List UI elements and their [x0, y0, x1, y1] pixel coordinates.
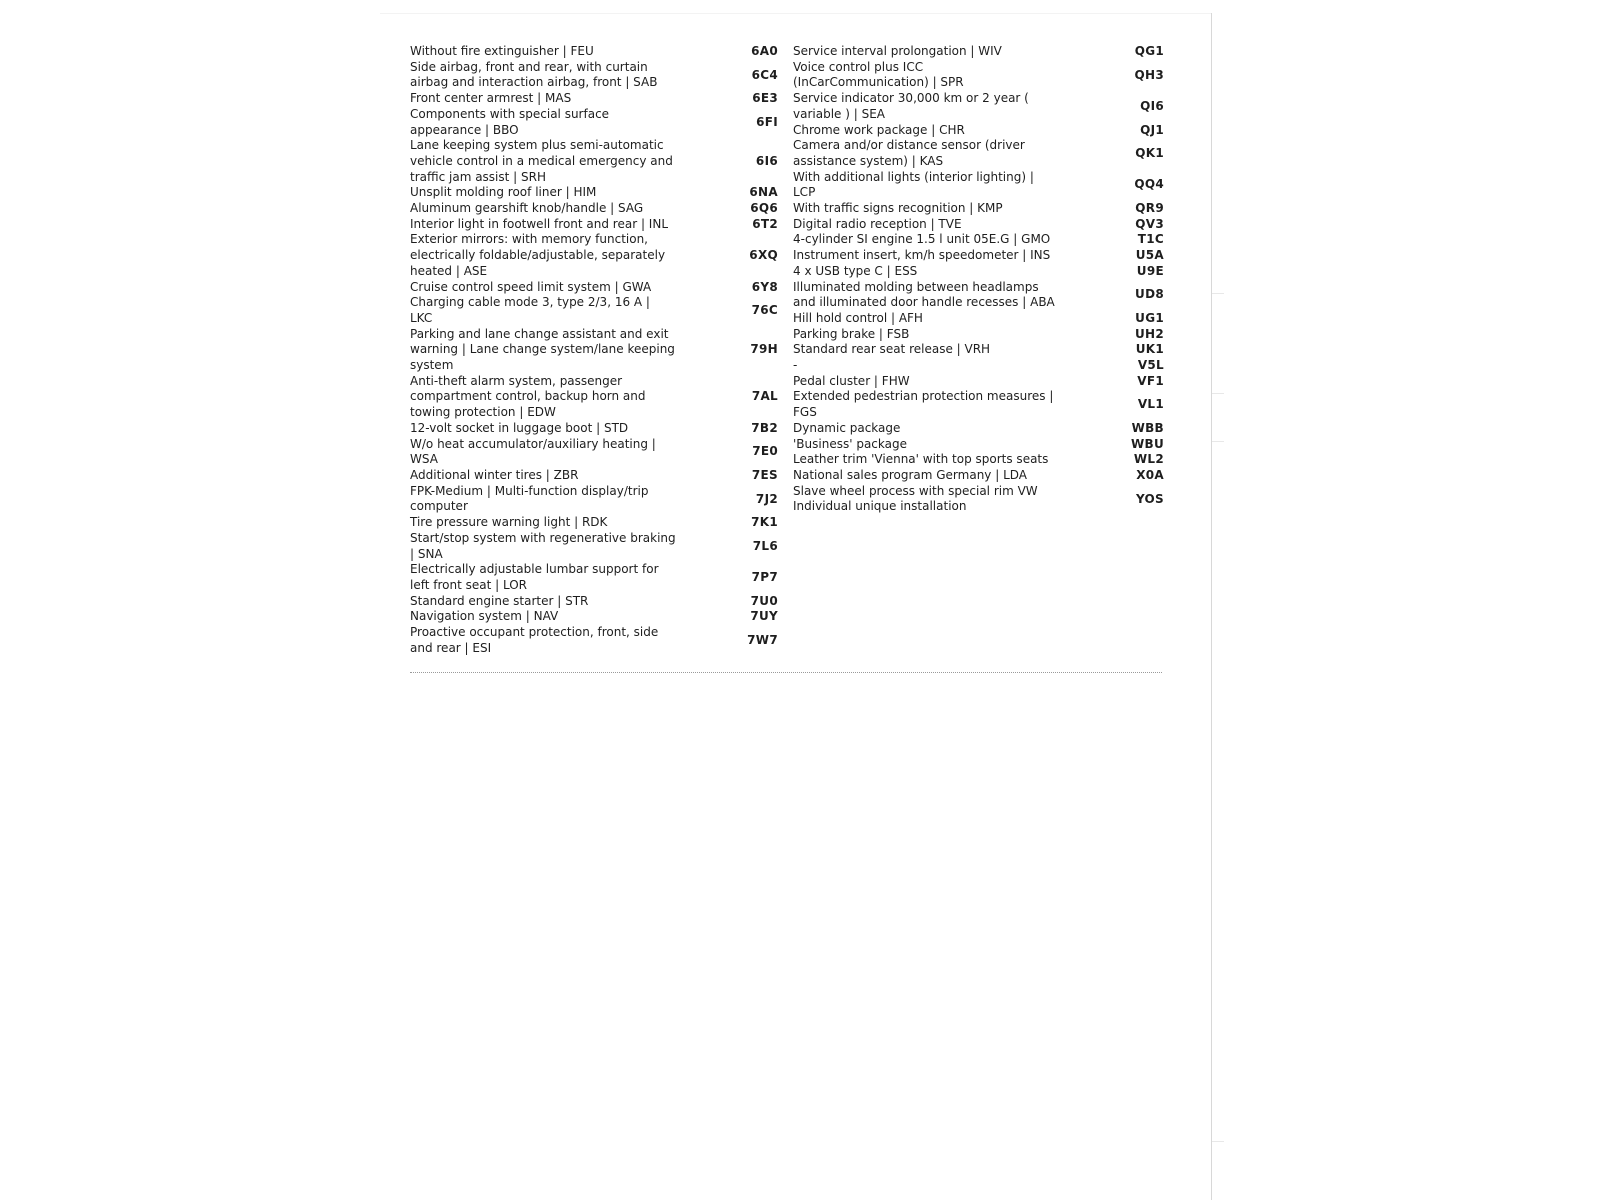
equipment-description: Slave wheel process with special rim VW Individual unique installation: [793, 483, 1038, 514]
equipment-code: WBU: [1130, 436, 1164, 451]
equipment-code: 7W7: [747, 632, 778, 647]
equipment-list-right: [793, 44, 1166, 515]
equipment-code: 7K1: [751, 515, 778, 530]
equipment-description: Hill hold control | AFH: [793, 310, 923, 325]
equipment-row: [410, 609, 780, 625]
equipment-code: 7ES: [751, 467, 778, 482]
page-right-edge: [1211, 13, 1212, 1200]
equipment-code: 6I6: [755, 153, 778, 168]
scan-edge-mark: [1212, 293, 1224, 294]
equipment-row: [410, 280, 780, 296]
equipment-description: Illuminated molding between headlamps and illuminated door handle recesses | ABA: [793, 279, 1055, 310]
equipment-row: [410, 185, 780, 201]
equipment-code: QK1: [1135, 146, 1164, 161]
equipment-row: [793, 217, 1166, 233]
equipment-description: Unsplit molding roof liner | HIM: [410, 185, 597, 200]
equipment-description: Interior light in footwell front and rear | INL: [410, 216, 669, 231]
equipment-description: Additional winter tires | ZBR: [410, 467, 579, 482]
equipment-description: Dynamic package: [793, 420, 901, 435]
equipment-row: [793, 437, 1166, 453]
equipment-row: [410, 107, 780, 138]
equipment-row: [793, 170, 1166, 201]
equipment-description: Camera and/or distance sensor (driver assistance system) | KAS: [793, 138, 1025, 168]
equipment-code: 79H: [750, 342, 778, 357]
equipment-description: -: [793, 358, 798, 373]
equipment-row: [793, 232, 1166, 248]
equipment-code: WL2: [1133, 452, 1164, 467]
page-top-edge: [380, 13, 1212, 14]
equipment-row: [793, 389, 1166, 420]
equipment-code: U9E: [1136, 263, 1164, 278]
equipment-description: Service interval prolongation | WIV: [793, 44, 1002, 58]
equipment-row: [793, 358, 1166, 374]
equipment-row: [793, 60, 1166, 91]
equipment-row: [410, 60, 780, 91]
equipment-row: [410, 374, 780, 421]
equipment-code: QR9: [1135, 201, 1164, 216]
equipment-row: [410, 138, 780, 185]
equipment-row: [410, 625, 780, 656]
equipment-code: QV3: [1135, 216, 1164, 231]
equipment-row: [793, 201, 1166, 217]
equipment-code: X0A: [1136, 467, 1164, 482]
equipment-description: Digital radio reception | TVE: [793, 216, 962, 231]
equipment-row: [793, 374, 1166, 390]
equipment-description: Standard rear seat release | VRH: [793, 342, 991, 357]
equipment-code: 7AL: [751, 389, 778, 404]
equipment-description: 'Business' package: [793, 436, 907, 451]
equipment-row: [410, 515, 780, 531]
equipment-description: Cruise control speed limit system | GWA: [410, 279, 652, 294]
equipment-code: 7L6: [752, 538, 778, 553]
equipment-description: Standard engine starter | STR: [410, 593, 589, 608]
equipment-row: [793, 421, 1166, 437]
equipment-row: [410, 484, 780, 515]
equipment-description: Voice control plus ICC (InCarCommunication) | SPR: [793, 59, 964, 90]
equipment-description: Aluminum gearshift knob/handle | SAG: [410, 201, 644, 216]
equipment-description: Without fire extinguisher | FEU: [410, 44, 594, 58]
equipment-code: QI6: [1140, 98, 1164, 113]
equipment-description: With additional lights (interior lighting) | LCP: [793, 169, 1034, 200]
equipment-code: 6Y8: [751, 279, 778, 294]
equipment-description: Start/stop system with regenerative braking | SNA: [410, 530, 676, 561]
equipment-row: [793, 44, 1166, 60]
equipment-description: Pedal cluster | FHW: [793, 373, 910, 388]
scan-edge-mark: [1212, 393, 1224, 394]
equipment-row: [793, 280, 1166, 311]
equipment-code: 7E0: [752, 444, 778, 459]
equipment-description: With traffic signs recognition | KMP: [793, 201, 1003, 216]
scan-edge-mark: [1212, 441, 1224, 442]
equipment-code: 7U0: [750, 593, 778, 608]
equipment-code: 7J2: [755, 491, 778, 506]
equipment-code: 6Q6: [750, 201, 778, 216]
equipment-row: [793, 264, 1166, 280]
equipment-code: WBB: [1131, 420, 1164, 435]
equipment-code: VF1: [1137, 373, 1164, 388]
equipment-row: [410, 327, 780, 374]
equipment-code: V5L: [1137, 358, 1164, 373]
equipment-description: Components with special surface appearance | BBO: [410, 106, 610, 137]
equipment-description: Parking brake | FSB: [793, 326, 910, 341]
equipment-code: 6XQ: [749, 248, 778, 263]
equipment-description: Anti-theft alarm system, passenger compartment control, backup horn and towing protection | EDW: [410, 373, 646, 420]
equipment-row: [410, 232, 780, 279]
equipment-row: [793, 311, 1166, 327]
equipment-description: Navigation system | NAV: [410, 609, 559, 624]
equipment-row: [793, 468, 1166, 484]
equipment-row: [793, 484, 1166, 515]
equipment-code: UH2: [1134, 326, 1164, 341]
equipment-row: [410, 44, 780, 60]
equipment-row: [793, 327, 1166, 343]
equipment-description: Exterior mirrors: with memory function, electrically foldable/adjustable, separately heated | ASE: [410, 232, 666, 278]
equipment-row: [793, 248, 1166, 264]
equipment-row: [793, 138, 1166, 169]
equipment-description: W/o heat accumulator/auxiliary heating | WSA: [410, 436, 656, 467]
equipment-code: 7B2: [751, 420, 778, 435]
equipment-code: 6NA: [749, 185, 778, 200]
equipment-list-left: [410, 44, 780, 656]
equipment-row: [410, 295, 780, 326]
equipment-row: [793, 91, 1166, 122]
equipment-description: Service indicator 30,000 km or 2 year ( variable ) | SEA: [793, 91, 1029, 121]
equipment-description: FPK-Medium | Multi-function display/trip computer: [410, 483, 649, 514]
equipment-description: National sales program Germany | LDA: [793, 467, 1027, 482]
equipment-description: 12-volt socket in luggage boot | STD: [410, 420, 629, 435]
equipment-code: QH3: [1134, 67, 1164, 82]
equipment-code: VL1: [1137, 397, 1164, 412]
equipment-row: [793, 123, 1166, 139]
equipment-code: 6FI: [756, 114, 778, 129]
equipment-code: YOS: [1135, 491, 1164, 506]
equipment-description: Chrome work package | CHR: [793, 122, 965, 137]
equipment-description: Parking and lane change assistant and exit warning | Lane change system/lane keeping system: [410, 326, 675, 373]
equipment-code: UG1: [1135, 310, 1164, 325]
equipment-code: UK1: [1135, 342, 1164, 357]
equipment-code: 6A0: [751, 44, 778, 58]
equipment-description: Lane keeping system plus semi-automatic vehicle control in a medical emergency and traffic jam assist | SRH: [410, 138, 673, 184]
equipment-row: [410, 468, 780, 484]
equipment-code: 6E3: [752, 91, 778, 106]
equipment-description: Electrically adjustable lumbar support for left front seat | LOR: [410, 562, 659, 592]
equipment-row: [410, 437, 780, 468]
equipment-code: QJ1: [1140, 122, 1164, 137]
equipment-row: [793, 452, 1166, 468]
equipment-description: Charging cable mode 3, type 2/3, 16 A | LKC: [410, 295, 650, 325]
equipment-description: Front center armrest | MAS: [410, 91, 572, 106]
equipment-description: Proactive occupant protection, front, side and rear | ESI: [410, 625, 659, 655]
equipment-row: [410, 531, 780, 562]
equipment-code: 7P7: [751, 570, 778, 585]
equipment-code: 7UY: [750, 609, 778, 624]
equipment-code: QG1: [1134, 44, 1164, 58]
equipment-code: UD8: [1135, 287, 1164, 302]
scan-edge-mark: [1212, 1141, 1224, 1142]
equipment-description: Extended pedestrian protection measures | FGS: [793, 389, 1054, 420]
equipment-row: [410, 562, 780, 593]
equipment-code: 76C: [751, 303, 778, 318]
equipment-row: [410, 421, 780, 437]
equipment-description: Side airbag, front and rear, with curtain airbag and interaction airbag, front | SAB: [410, 59, 658, 90]
equipment-row: [410, 594, 780, 610]
equipment-description: Instrument insert, km/h speedometer | INS: [793, 248, 1051, 263]
equipment-description: 4-cylinder SI engine 1.5 l unit 05E.G | GMO: [793, 232, 1051, 247]
equipment-code: U5A: [1135, 248, 1164, 263]
equipment-code: 6C4: [751, 67, 778, 82]
equipment-description: Tire pressure warning light | RDK: [410, 515, 608, 530]
equipment-row: [410, 217, 780, 233]
equipment-row: [410, 201, 780, 217]
equipment-row: [793, 342, 1166, 358]
section-divider: [410, 672, 1162, 673]
equipment-row: [410, 91, 780, 107]
equipment-description: Leather trim 'Vienna' with top sports seats: [793, 452, 1049, 467]
equipment-code: 6T2: [752, 216, 778, 231]
equipment-code: QQ4: [1134, 177, 1164, 192]
equipment-description: 4 x USB type C | ESS: [793, 263, 918, 278]
equipment-code: T1C: [1137, 232, 1164, 247]
